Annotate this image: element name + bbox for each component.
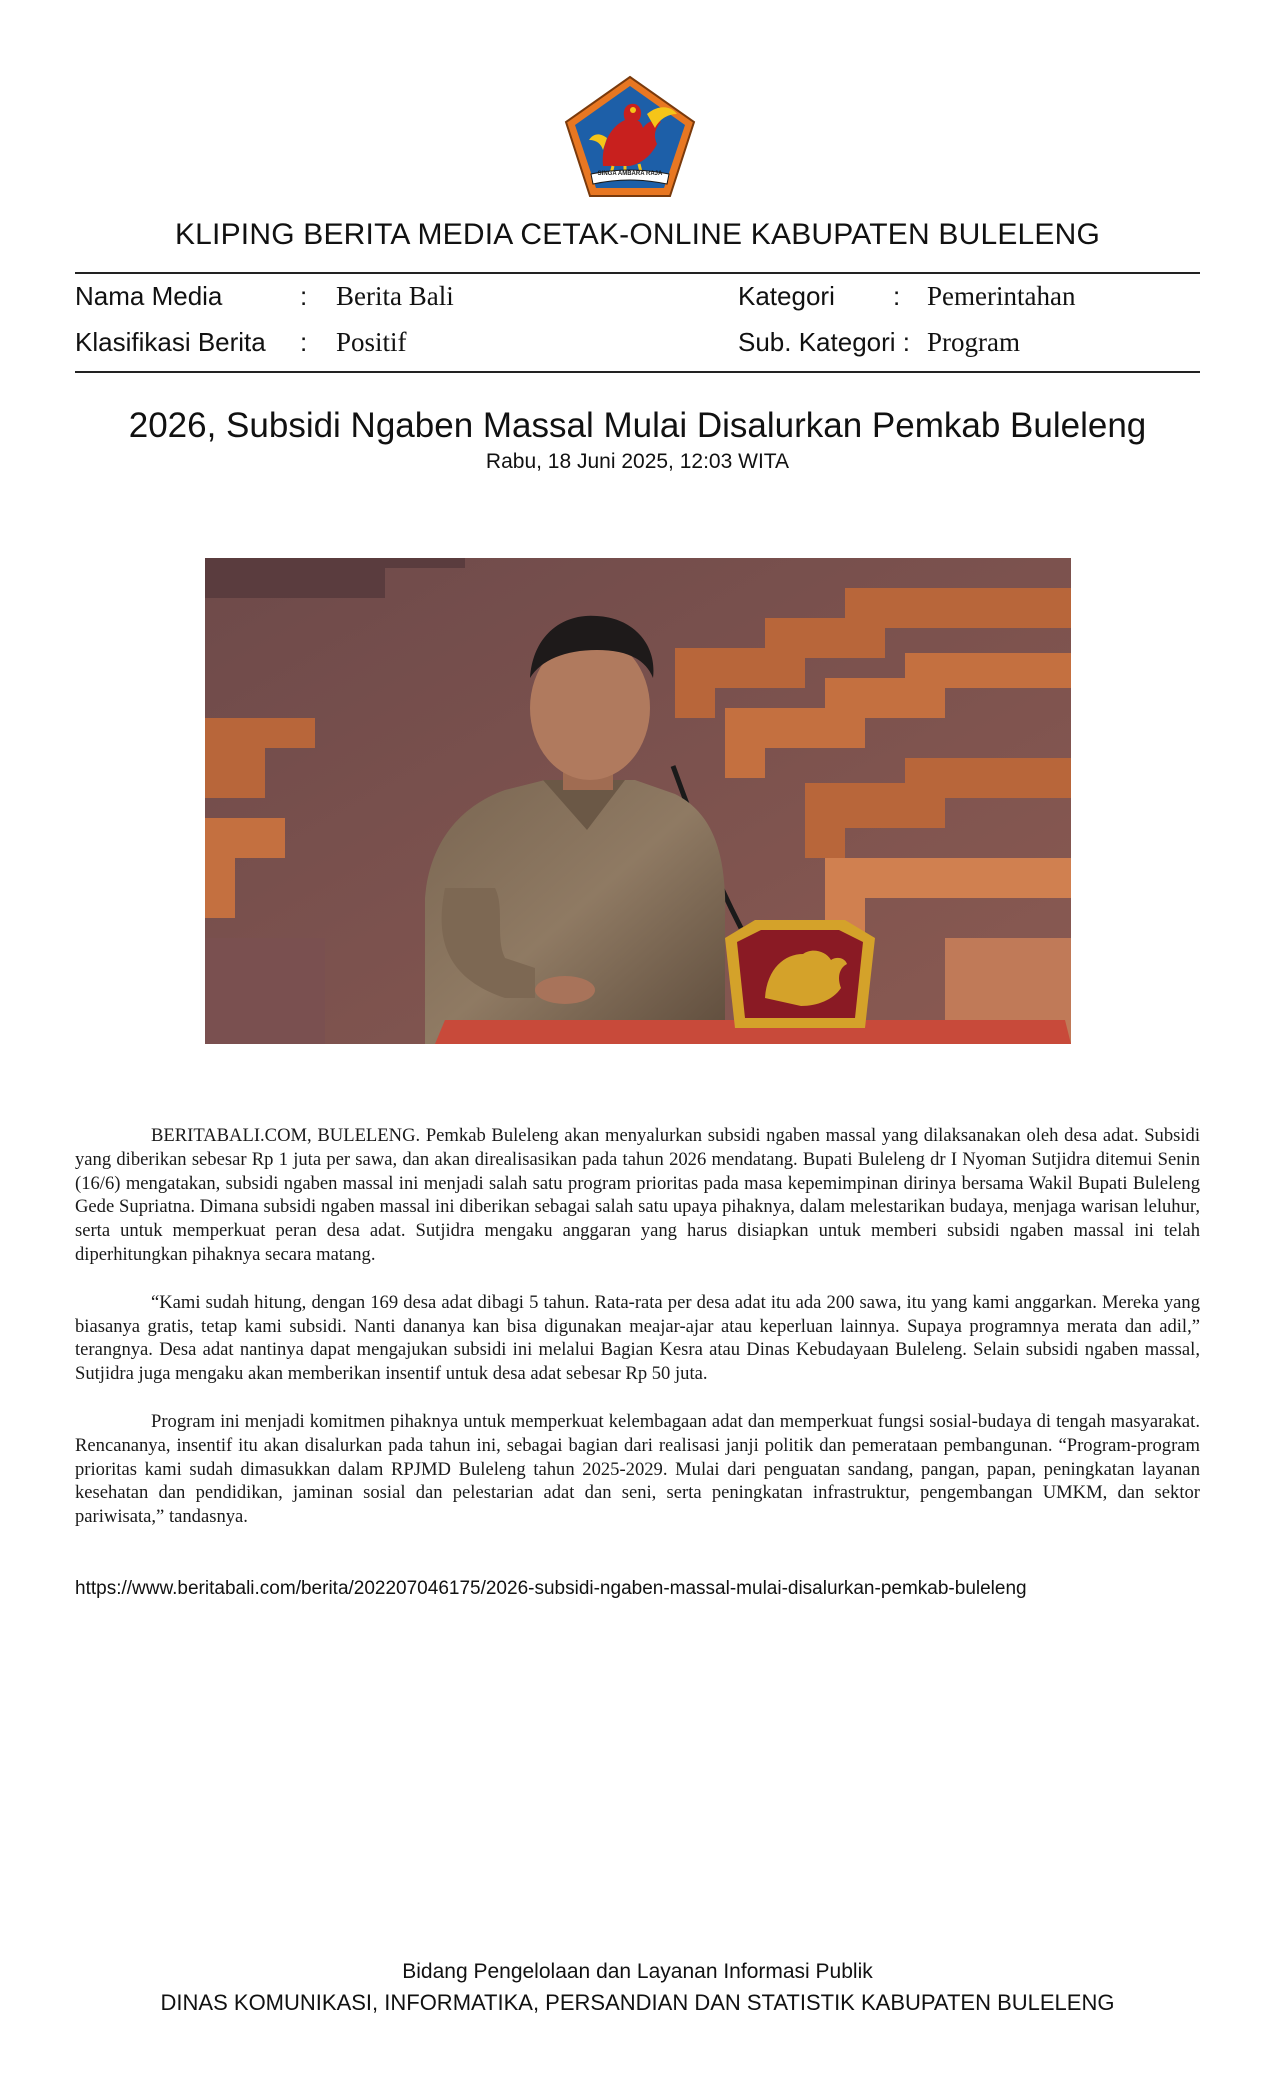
article-paragraph: BERITABALI.COM, BULELENG. Pemkab Buleleng akan menyalurkan subsidi ngaben massal yang dilaksanakan oleh desa adat. Subsidi yang diberikan sebesar Rp 1 juta per sawa, dan akan direalisasikan pada tahun 2026 mendatang. Bupati Buleleng dr I Nyoman Sutjidra ditemui Senin (16/6) mengatakan, subsidi ngaben massal ini menjadi salah satu program prioritas pada masa kepemimpinan dirinya bersama Wakil Bupati Buleleng Gede Supriatna. Dimana subsidi ngaben massal ini diberikan sebagai salah satu upaya pihaknya, dalam melestarikan budaya, menjaga warisan leluhur, serta untuk memperkuat peran desa adat. Sutjidra mengaku anggaran yang harus disiapkan untuk memberi subsidi ngaben massal ini telah diperhitungkan pihaknya secara matang.: [75, 1125, 1200, 1265]
article-headline: 2026, Subsidi Ngaben Massal Mulai Disalurkan Pemkab Buleleng: [128, 406, 1147, 445]
subcategory-label: Sub. Kategori :: [738, 327, 910, 357]
media-value: Berita Bali: [336, 281, 454, 311]
media-colon: :: [300, 281, 308, 311]
footer-department: Bidang Pengelolaan dan Layanan Informasi Publik: [402, 1960, 873, 1983]
article-paragraph: “Kami sudah hitung, dengan 169 desa adat dibagi 5 tahun. Rata-rata per desa adat itu ada 200 sawa, itu yang kami anggarkan. Mereka yang biasanya gratis, tetap kami subsidi. Nanti dananya kan bisa digunakan meajar-ajar atau keperluan lainnya. Supaya programnya merata dan adil,” terangnya. Desa adat nantinya dapat mengajukan subsidi ini melalui Bagian Kesra atau Dinas Kebudayaan Buleleng. Selain subsidi ngaben massal, Sutjidra juga mengaku akan memberikan insentif untuk desa adat sebesar Rp 50 juta.: [75, 1291, 1200, 1385]
source-url-link[interactable]: https://www.beritabali.com/berita/202207046175/2026-subsidi-ngaben-massal-mulai-disalurkan-pemkab-buleleng: [75, 1578, 1027, 1599]
category-value: Pemerintahan: [927, 281, 1076, 311]
classification-colon: :: [300, 327, 308, 357]
category-colon: :: [893, 281, 901, 311]
classification-value: Positif: [336, 327, 407, 357]
logo-motto-text: SINGA AMBARA RAJA: [597, 171, 663, 177]
footer-agency: DINAS KOMUNIKASI, INFORMATIKA, PERSANDIAN DAN STATISTIK KABUPATEN BULELENG: [160, 1990, 1115, 2015]
article-paragraph: Program ini menjadi komitmen pihaknya untuk memperkuat kelembagaan adat dan memperkuat fungsi sosial-budaya di tengah masyarakat. Rencananya, insentif itu akan disalurkan pada tahun ini, sebagai bagian dari realisasi janji politik dan pemerataan pembangunan. “Program-program prioritas kami sudah dimasukkan dalam RPJMD Buleleng tahun 2025-2029. Mulai dari penguatan sandang, pangan, papan, peningkatan layanan kesehatan dan pendidikan, jaminan sosial dan pelestarian adat dan seni, serta peningkatan infrastruktur, pengembangan UMKM, dan sektor pariwisata,” tandasnya.: [75, 1410, 1200, 1528]
classification-label: Klasifikasi Berita: [75, 327, 266, 357]
article-body: [75, 1124, 1200, 1553]
article-photo: [205, 558, 1071, 1044]
media-label: Nama Media: [75, 281, 223, 311]
buleleng-emblem-logo: [563, 74, 697, 200]
category-label: Kategori: [738, 281, 835, 311]
header-divider-bottom: [75, 371, 1200, 373]
subcategory-value: Program: [927, 327, 1020, 357]
article-dateline: Rabu, 18 Juni 2025, 12:03 WITA: [485, 450, 790, 473]
document-header-title: KLIPING BERITA MEDIA CETAK-ONLINE KABUPATEN BULELENG: [174, 218, 1101, 251]
header-divider-top: [75, 272, 1200, 274]
